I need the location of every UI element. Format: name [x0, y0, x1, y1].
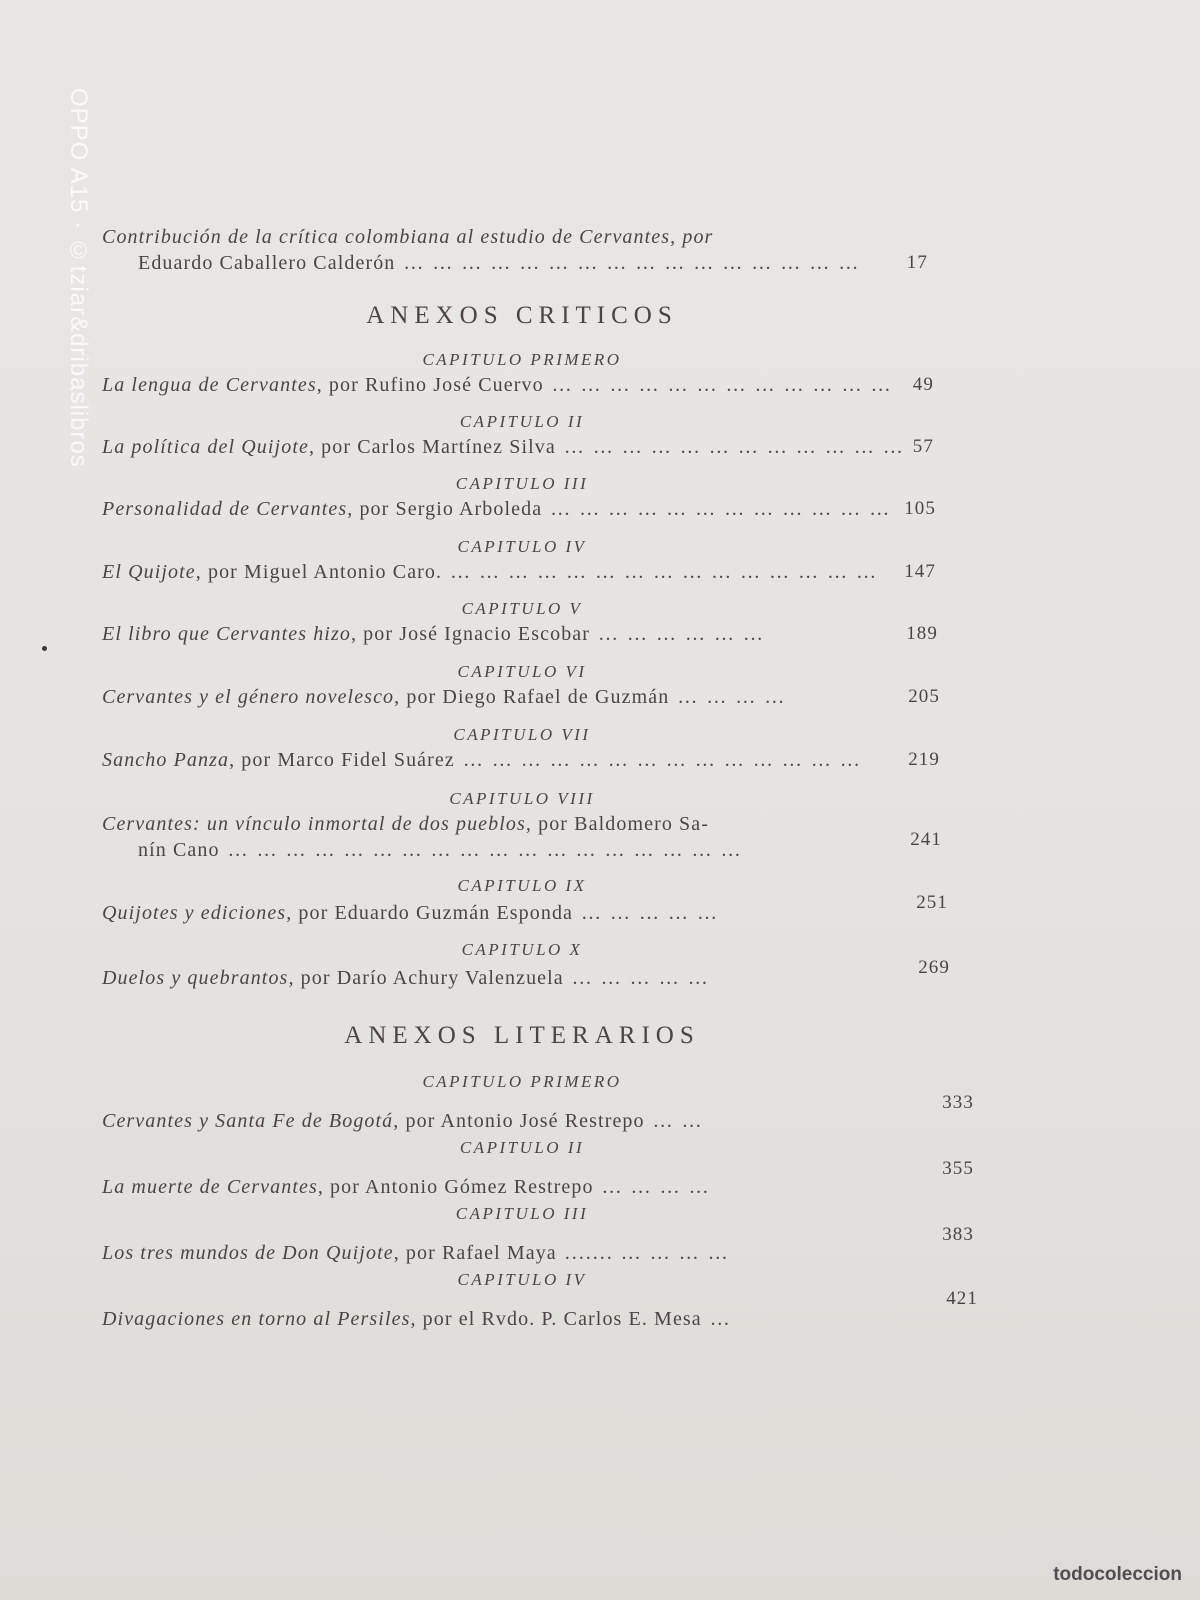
entry-title: Cervantes: un vínculo inmortal de dos pueblos	[102, 813, 526, 835]
chapter-label: CAPITULO IV	[457, 537, 587, 556]
toc-entry	[102, 1092, 974, 1133]
entry-title: El libro que Cervantes hizo	[102, 623, 351, 645]
entry-author: , por el Rvdo. P. Carlos E. Mesa	[410, 1308, 702, 1330]
entry-title: Divagaciones en torno al Persiles	[102, 1308, 411, 1330]
leader-dots: … …	[652, 1110, 704, 1132]
leader-dots: … … … … … … … … … … … … … … … …	[403, 252, 861, 274]
toc-entry	[102, 749, 942, 772]
leader-dots: … … … … … …	[598, 623, 766, 645]
leader-dots: … … … … … … … … … … … … … … …	[450, 561, 879, 583]
leader-dots: … … … … …	[571, 967, 710, 989]
entry-title: El Quijote	[102, 561, 196, 583]
entry-author: , por José Ignacio Escobar	[350, 623, 591, 645]
entry-title: Quijotes y ediciones	[102, 902, 287, 924]
page-number: 17	[906, 252, 928, 273]
intro-author: Eduardo Caballero Calderón	[138, 252, 396, 274]
page-number: 241	[910, 829, 942, 850]
chapter-label: CAPITULO VI	[457, 662, 587, 681]
leader-dots: … … … … … … … … … … … … … … … … … …	[227, 839, 743, 861]
entry-title: Sancho Panza	[102, 749, 230, 771]
chapter-label: CAPITULO V	[461, 599, 583, 618]
entry-author: , por Eduardo Guzmán Esponda	[286, 902, 574, 924]
entry-author: , por Antonio José Restrepo	[393, 1110, 645, 1132]
chapter-label: CAPITULO IV	[457, 1270, 587, 1289]
leader-dots: … … … …	[601, 1176, 711, 1198]
entry-author: , por Darío Achury Valenzuela	[288, 967, 564, 989]
page-number: 57	[912, 436, 934, 457]
leader-dots: … … … … …	[581, 902, 720, 924]
chapter-label: CAPITULO VIII	[449, 789, 595, 808]
toc-entry-continuation	[102, 839, 942, 862]
toc-entry	[102, 892, 948, 925]
chapter-label: CAPITULO VII	[453, 725, 591, 744]
page-number: 383	[942, 1224, 974, 1245]
toc-entry	[102, 1158, 974, 1199]
page-number: 147	[904, 561, 936, 582]
leader-dots: … … … … … … … … … … … …	[563, 436, 905, 458]
page-number: 189	[906, 623, 938, 644]
entry-author: , por Antonio Gómez Restrepo	[317, 1176, 594, 1198]
chapter-label: CAPITULO PRIMERO	[422, 350, 622, 369]
intro-title: Contribución de la crítica colombiana al estudio de Cervantes, por	[102, 226, 714, 248]
entry-author: , por Miguel Antonio Caro.	[195, 561, 443, 583]
leader-dots: … … … … … … … … … … … …	[551, 374, 893, 396]
page-number: 251	[916, 892, 948, 913]
page-number: 49	[912, 374, 934, 395]
entry-author-continuation: nín Cano	[138, 839, 220, 861]
toc-entry	[102, 1224, 974, 1265]
chapter-label: CAPITULO II	[459, 412, 585, 431]
entry-author: , por Marco Fidel Suárez	[229, 749, 455, 771]
toc-entry	[102, 498, 942, 521]
entry-author: , por Rufino José Cuervo	[316, 374, 544, 396]
entry-title: La política del Quijote	[102, 436, 309, 458]
entry-author: , por Carlos Martínez Silva	[308, 436, 556, 458]
entry-author: , por Sergio Arboleda	[347, 498, 543, 520]
chapter-label: CAPITULO PRIMERO	[422, 1072, 622, 1091]
intro-entry-line2	[102, 252, 942, 275]
toc-entry	[102, 1288, 978, 1331]
section-heading-criticos: ANEXOS CRITICOS	[366, 302, 678, 329]
chapter-label: CAPITULO III	[455, 1204, 589, 1223]
corner-watermark: todocoleccion	[1053, 1564, 1182, 1585]
entry-title: Duelos y quebrantos	[102, 967, 289, 989]
page-number: 205	[908, 686, 940, 707]
page-number: 219	[908, 749, 940, 770]
page-number: 421	[946, 1288, 978, 1309]
page-number: 333	[942, 1092, 974, 1113]
entry-author: , por Rafael Maya	[393, 1242, 557, 1264]
entry-title: Los tres mundos de Don Quijote	[102, 1242, 394, 1264]
page-number: 105	[904, 498, 936, 519]
entry-title: Cervantes y Santa Fe de Bogotá	[102, 1110, 394, 1132]
entry-author: , por Diego Rafael de Guzmán	[394, 686, 670, 708]
chapter-label: CAPITULO II	[459, 1138, 585, 1157]
toc-entry	[102, 436, 942, 459]
chapter-label: CAPITULO III	[455, 474, 589, 493]
intro-entry	[102, 226, 942, 249]
toc-entry	[102, 561, 942, 584]
entry-title: Cervantes y el género novelesco	[102, 686, 395, 708]
entry-title: La lengua de Cervantes	[102, 374, 317, 396]
leader-dots: …	[709, 1308, 732, 1330]
toc-entry	[102, 686, 942, 709]
chapter-label: CAPITULO IX	[457, 876, 587, 895]
toc-entry	[102, 374, 942, 397]
section-heading-literarios: ANEXOS LITERARIOS	[344, 1022, 700, 1049]
toc-entry	[102, 957, 950, 990]
entry-title: La muerte de Cervantes	[102, 1176, 318, 1198]
entry-author: , por Baldomero Sa-	[525, 813, 709, 835]
leader-dots: … … … …	[677, 686, 787, 708]
toc-entry	[102, 623, 942, 646]
chapter-label: CAPITULO X	[461, 940, 583, 959]
page-number: 269	[918, 957, 950, 978]
leader-dots: ....... … … … …	[564, 1242, 730, 1264]
side-watermark: OPPO A15 · ©tziar&dribaslibros	[65, 88, 92, 468]
page-number: 355	[942, 1158, 974, 1179]
leader-dots: … … … … … … … … … … … …	[550, 498, 892, 520]
leader-dots: … … … … … … … … … … … … … …	[462, 749, 862, 771]
entry-title: Personalidad de Cervantes	[102, 498, 348, 520]
